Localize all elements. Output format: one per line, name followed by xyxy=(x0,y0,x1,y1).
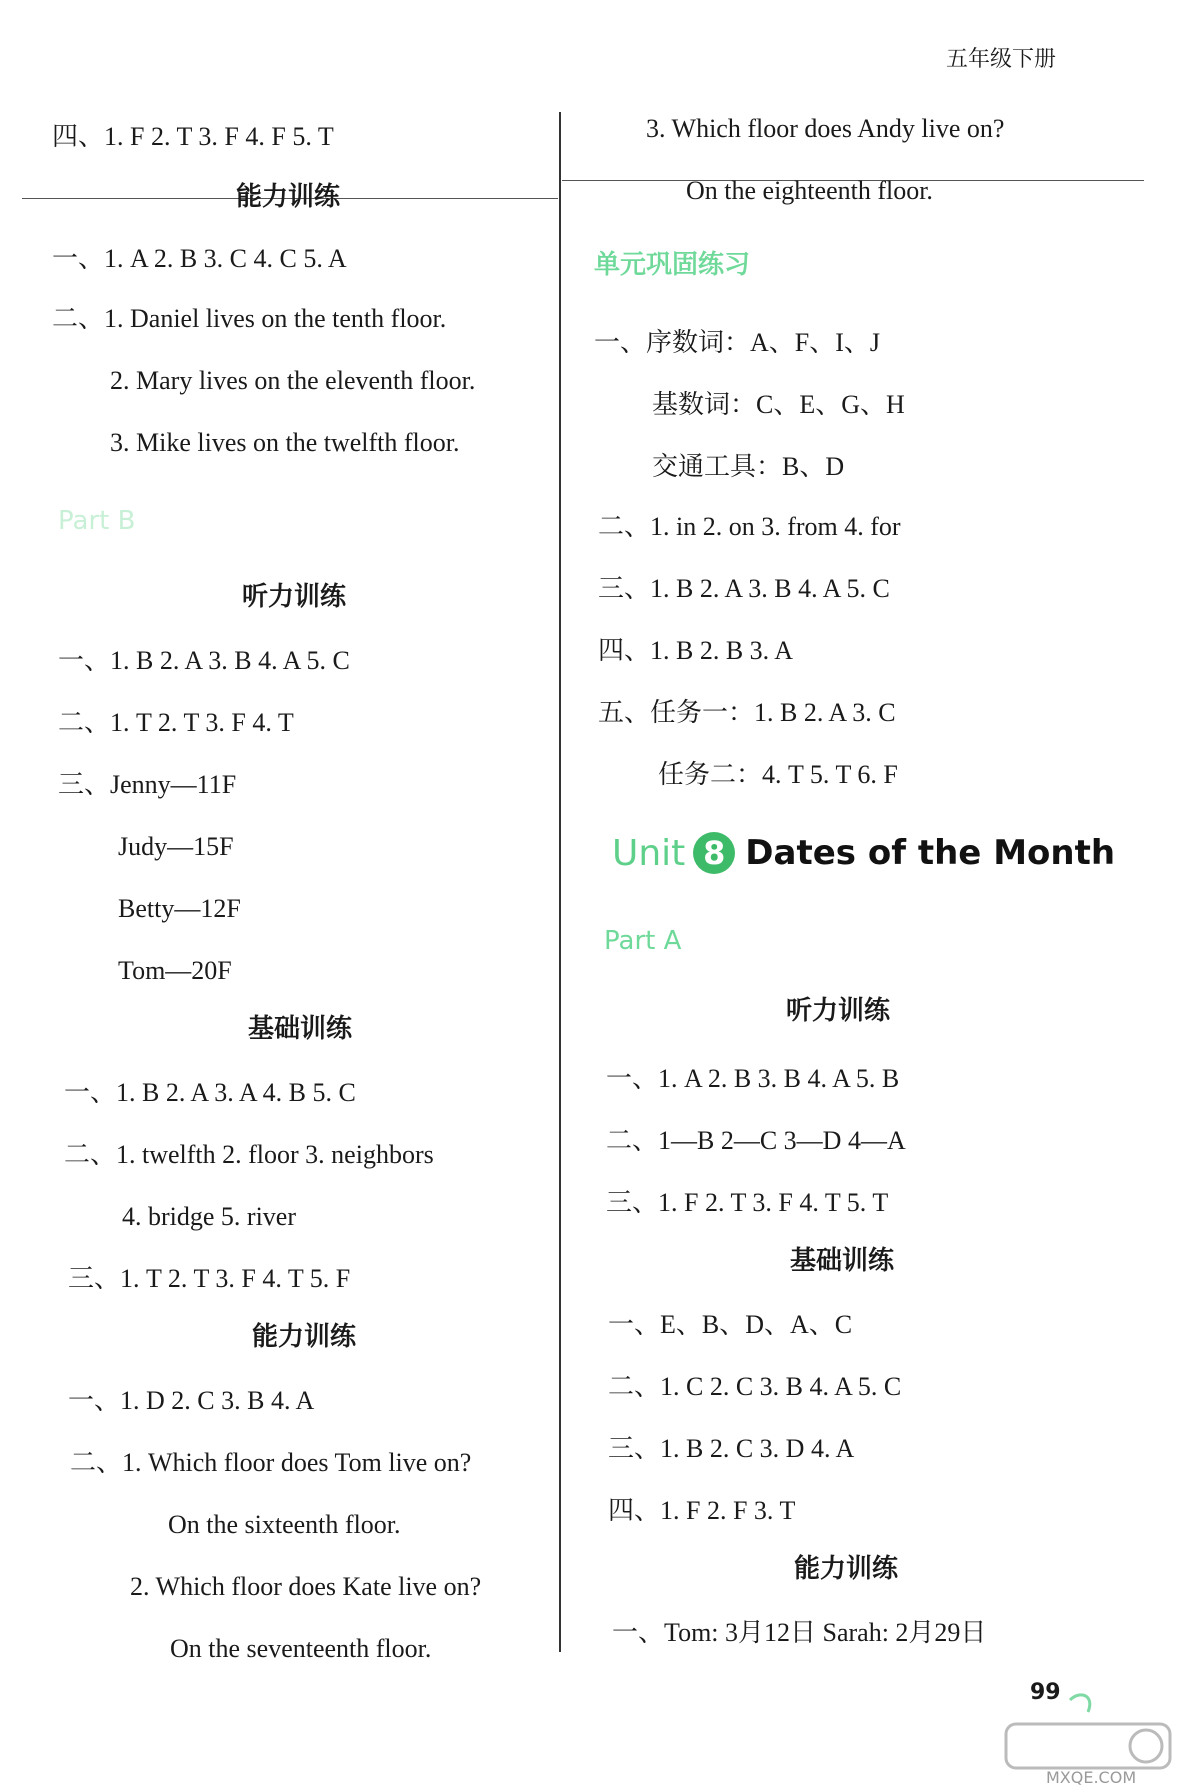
right-answer-line: 3. Which floor does Andy live on? xyxy=(646,114,1005,143)
unit-number-badge: 8 xyxy=(693,832,735,874)
section-heading: 能力训练 xyxy=(252,1322,357,1352)
section-heading: 能力训练 xyxy=(236,182,341,212)
left-answer-line: Tom—20F xyxy=(118,956,232,985)
watermark-text: MXQE.COM xyxy=(1046,1768,1137,1787)
left-answer-line: 二、1. T 2. T 3. F 4. T xyxy=(58,708,294,737)
right-answer-line: 一、E、B、D、A、C xyxy=(608,1310,853,1339)
section-heading: 听力训练 xyxy=(242,582,347,612)
right-answer-line: 一、序数词：A、F、I、J xyxy=(594,328,881,357)
review-heading: 单元巩固练习 xyxy=(594,250,751,280)
left-answer-line: 2. Mary lives on the eleventh floor. xyxy=(110,366,476,395)
right-answer-line: 四、1. B 2. B 3. A xyxy=(598,636,794,665)
right-answer-line: 三、1. F 2. T 3. F 4. T 5. T xyxy=(606,1188,889,1217)
left-answer-line: 4. bridge 5. river xyxy=(122,1202,297,1231)
part-label: Part B xyxy=(58,506,136,536)
left-answer-line: Betty—12F xyxy=(118,894,241,923)
right-answer-line: 基数词：C、E、G、H xyxy=(652,390,905,419)
right-answer-line: 四、1. F 2. F 3. T xyxy=(608,1496,796,1525)
left-answer-line: On the seventeenth floor. xyxy=(170,1634,432,1663)
left-answer-line: Judy—15F xyxy=(118,832,234,861)
left-answer-line: 三、1. T 2. T 3. F 4. T 5. F xyxy=(68,1264,351,1293)
left-answer-line: 3. Mike lives on the twelfth floor. xyxy=(110,428,460,457)
right-answer-line: 任务二：4. T 5. T 6. F xyxy=(658,760,898,789)
right-answer-line: 五、任务一：1. B 2. A 3. C xyxy=(598,698,896,727)
right-answer-line: 交通工具：B、D xyxy=(652,452,845,481)
section-heading: 基础训练 xyxy=(248,1014,353,1044)
left-answer-line: 一、1. A 2. B 3. C 4. C 5. A xyxy=(52,244,347,273)
unit-name: Dates of the Month xyxy=(745,833,1116,873)
left-answer-line: 二、1. twelfth 2. floor 3. neighbors xyxy=(64,1140,434,1169)
right-answer-line: 二、1—B 2—C 3—D 4—A xyxy=(606,1126,906,1155)
left-answer-line: 二、1. Daniel lives on the tenth floor. xyxy=(52,304,447,333)
left-answer-line: 一、1. B 2. A 3. A 4. B 5. C xyxy=(64,1078,356,1107)
right-answer-line: 三、1. B 2. A 3. B 4. A 5. C xyxy=(598,574,890,603)
left-answer-line: 一、1. D 2. C 3. B 4. A xyxy=(68,1386,315,1415)
right-answer-line: 三、1. B 2. C 3. D 4. A xyxy=(608,1434,855,1463)
left-answer-line: On the sixteenth floor. xyxy=(168,1510,401,1539)
column-divider xyxy=(559,112,561,1652)
section-heading: 基础训练 xyxy=(790,1246,895,1276)
section-heading: 听力训练 xyxy=(786,996,891,1026)
right-answer-line: On the eighteenth floor. xyxy=(686,176,933,205)
grade-label: 五年级下册 xyxy=(946,47,1057,72)
right-answer-line: 二、1. in 2. on 3. from 4. for xyxy=(598,512,901,541)
right-answer-line: 二、1. C 2. C 3. B 4. A 5. C xyxy=(608,1372,902,1401)
unit-word: Unit xyxy=(612,832,686,874)
left-answer-line: 一、1. B 2. A 3. B 4. A 5. C xyxy=(58,646,350,675)
right-answer-line: 一、1. A 2. B 3. B 4. A 5. B xyxy=(606,1064,900,1093)
left-answer-line: 四、1. F 2. T 3. F 4. F 5. T xyxy=(52,122,334,151)
left-answer-line: 2. Which floor does Kate live on? xyxy=(130,1572,482,1601)
right-answer-line: 一、Tom: 3月12日 Sarah: 2月29日 xyxy=(612,1618,987,1647)
left-answer-line: 三、Jenny—11F xyxy=(58,770,237,799)
section-heading: 能力训练 xyxy=(794,1554,899,1584)
page-number: 99 xyxy=(1030,1680,1061,1705)
unit-title xyxy=(612,832,1115,874)
left-answer-line: 二、1. Which floor does Tom live on? xyxy=(70,1448,472,1477)
part-label: Part A xyxy=(604,926,682,956)
